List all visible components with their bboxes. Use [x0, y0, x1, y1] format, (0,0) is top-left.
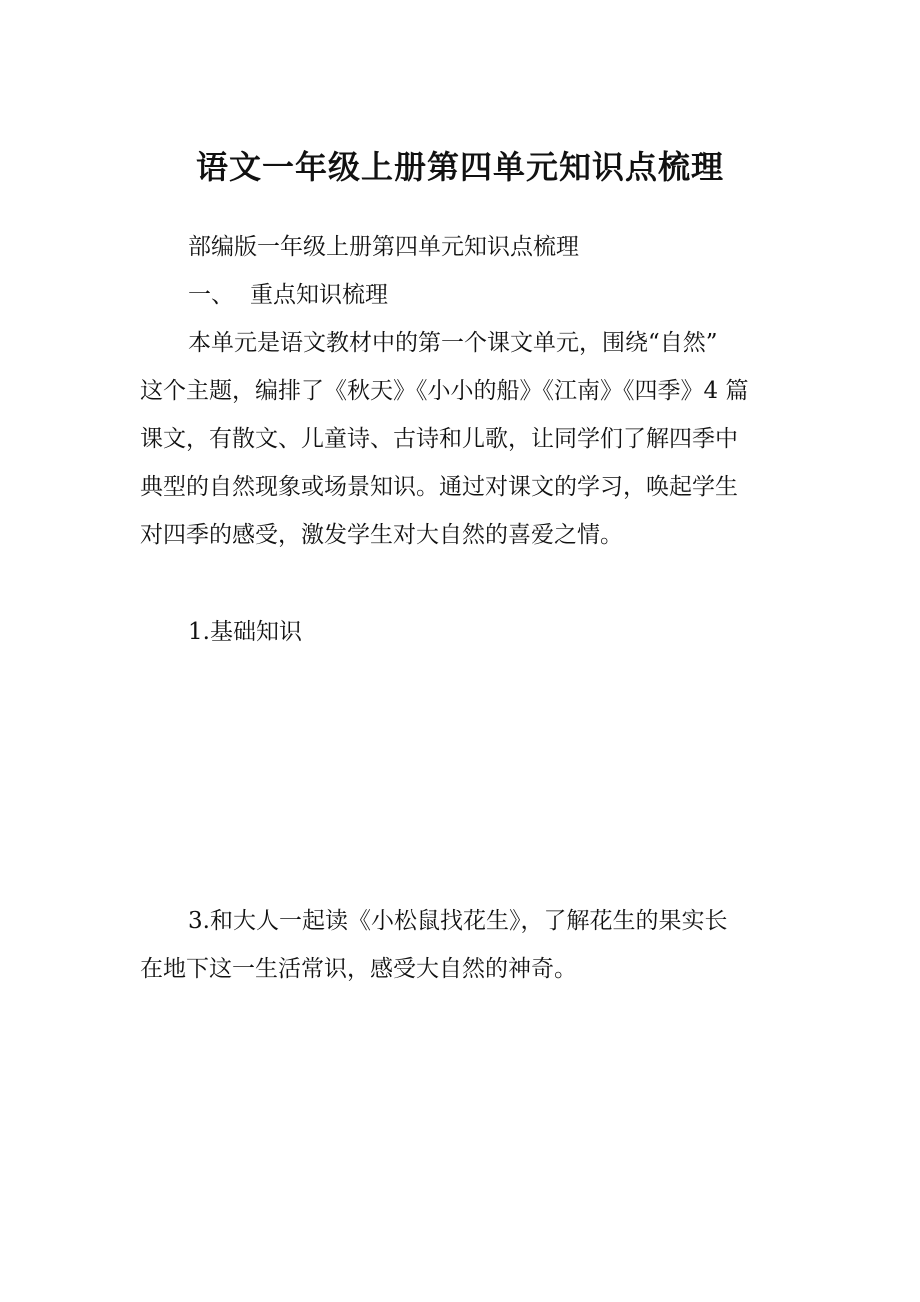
paragraph-line: 课文，有散文、儿童诗、古诗和儿歌，让同学们了解四季中: [140, 426, 738, 452]
document-subtitle: 部编版一年级上册第四单元知识点梳理: [188, 234, 579, 260]
paragraph-line: 3.和大人一起读《小松鼠找花生》，了解花生的果实长: [188, 908, 728, 934]
paragraph-line: 本单元是语文教材中的第一个课文单元，围绕“自然”: [188, 330, 718, 356]
section-heading: [188, 280, 388, 310]
paragraph-line: 在地下这一生活常识，感受大自然的神奇。: [140, 956, 577, 982]
page-title: 语文一年级上册第四单元知识点梳理: [195, 148, 724, 186]
paragraph-line: 典型的自然现象或场景知识。通过对课文的学习，唤起学生: [140, 474, 738, 500]
paragraph-line: 对四季的感受，激发学生对大自然的喜爱之情。: [140, 522, 623, 548]
section-heading-text: 重点知识梳理: [250, 282, 388, 308]
section-number: 一、: [188, 282, 234, 308]
paragraph-line: 这个主题，编排了《秋天》《小小的船》《江南》《四季》4 篇: [140, 378, 749, 404]
item-basic-knowledge: 1.基础知识: [188, 619, 302, 645]
